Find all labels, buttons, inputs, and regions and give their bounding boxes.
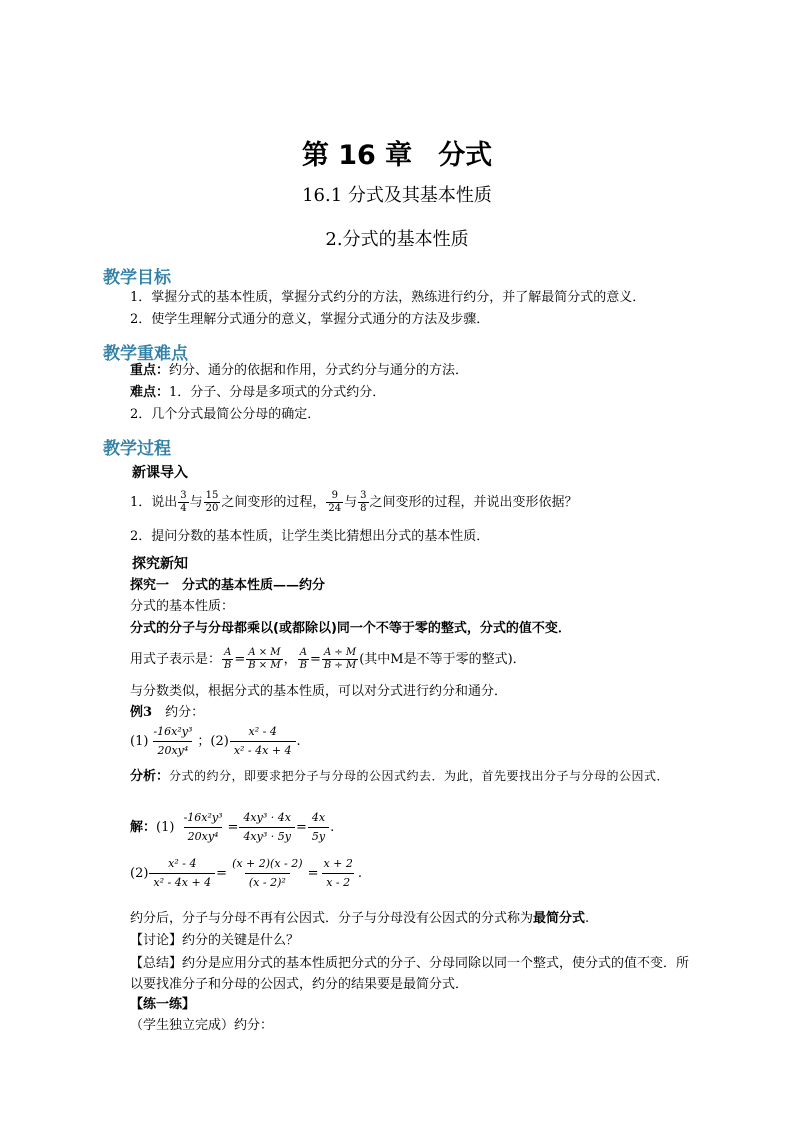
discussion: 【讨论】约分的关键是什么？ — [130, 933, 300, 948]
difficulty-line — [130, 384, 385, 402]
numerator: 9 — [331, 490, 338, 501]
denominator: 5y — [308, 827, 329, 845]
summary: 【总结】约分是应用分式的基本性质把分式的分子、分母同除以同一个整式，使分式的值不变．所以要找准分子和分母的公因式，约分的结果要是最简分式． — [130, 956, 690, 992]
formula-line: 用式子表示是： $\frac{A}{B}$ = $\frac{A \times M}{B \times M}$ ， $\frac{A}{B}$ = $\frac{A \div M}{B \div M}$ (其中M是不等于零的整式)． — [130, 647, 526, 671]
text: 之间变形的过程， — [221, 495, 326, 510]
analysis-label: 分析： — [130, 769, 170, 784]
fraction — [222, 647, 233, 672]
denominator: 20xy⁴ — [153, 741, 192, 759]
example-text: 约分： — [165, 705, 205, 720]
fraction — [204, 490, 221, 515]
fraction — [298, 647, 309, 672]
fraction — [246, 647, 282, 672]
fraction — [180, 810, 227, 845]
practice-heading: 【练一练】 — [130, 997, 196, 1012]
fraction — [149, 856, 215, 891]
fraction — [322, 647, 358, 672]
numerator: A — [299, 647, 307, 658]
fraction — [149, 724, 196, 759]
fraction — [239, 810, 295, 845]
formula-note: (其中M是不等于零的整式)． — [359, 652, 526, 667]
example-heading — [130, 704, 204, 722]
explore-subheading: 探究一 分式的基本性质——约分 — [130, 578, 326, 593]
simplest-definition: 约分后，分子与分母不再有公因式．分子与分母没有公因式的分式称为最简分式. — [130, 911, 590, 926]
formula-label: 用式子表示是： — [130, 652, 222, 667]
numerator: (x + 2)(x - 2) — [232, 857, 303, 870]
numerator: 3 — [360, 490, 367, 501]
denominator: (x - 2)² — [245, 873, 290, 891]
numerator: A ÷ M — [323, 647, 357, 658]
fraction — [230, 724, 296, 759]
numerator: 3 — [180, 490, 187, 501]
denominator: x - 2 — [322, 873, 354, 891]
label: (1) — [130, 734, 149, 749]
text: 1．说出 — [130, 495, 178, 510]
numerator: 4xy³ · 4x — [243, 811, 291, 824]
denominator: 20xy⁴ — [184, 827, 223, 845]
numerator: x² - 4 — [168, 857, 197, 870]
denominator: x² - 4x + 4 — [149, 873, 215, 891]
difficulty-label: 难点： — [130, 385, 170, 400]
denominator: 24 — [328, 503, 342, 514]
numerator: 4x — [311, 811, 326, 824]
solution-1: 解：(1) $\frac{\text{-16x²y³}}{\text{20xy⁴}}$ = $\frac{\text{4xy³ · 4x}}{\text{4xy³ · 5y}}$ = $\frac{4x}{5y}$ . — [130, 811, 335, 843]
definition-text: 约分后，分子与分母不再有公因式．分子与分母没有公因式的分式称为 — [130, 911, 534, 926]
chapter-name: 分式 — [438, 140, 493, 171]
numerator: x + 2 — [323, 857, 353, 870]
focus-text: 约分、通分的依据和作用，分式约分与通分的方法． — [169, 363, 469, 378]
definition-term: 最简分式 — [533, 911, 586, 926]
difficulty-line-2: 2．几个分式最简公分母的确定． — [130, 407, 321, 422]
denominator: 4 — [180, 503, 187, 514]
denominator: B × M — [248, 660, 281, 671]
goal-item: 1．掌握分式的基本性质，掌握分式约分的方法，熟练进行约分，并了解最简分式的意义． — [130, 290, 646, 305]
analysis-text: 分式的约分，即要求把分子与分母的公因式约去．为此，首先要找出分子与分母的公因式． — [169, 769, 670, 783]
numerator: -16x²y³ — [153, 725, 193, 738]
chapter-number: 第 16 章 — [301, 140, 413, 171]
fraction — [178, 490, 188, 515]
lesson-title: 2.分式的基本性质 — [325, 229, 469, 250]
numerator: A — [224, 647, 232, 658]
denominator: B — [299, 660, 307, 671]
denominator: 4xy³ · 5y — [239, 827, 295, 845]
property-statement: 分式的分子与分母都乘以(或都除以)同一个不等于零的整式，分式的值不变． — [130, 621, 571, 636]
numerator: -16x²y³ — [183, 811, 223, 824]
label: (2) — [210, 734, 229, 749]
fraction — [308, 810, 329, 845]
focus-label: 重点： — [130, 363, 170, 378]
analogy-text: 与分数类似，根据分式的基本性质，可以对分式进行约分和通分． — [130, 684, 508, 699]
fraction — [228, 856, 307, 891]
intro-heading: 新课导入 — [132, 465, 188, 481]
goal-item: 2．使学生理解分式通分的意义，掌握分式通分的方法及步骤． — [130, 312, 490, 327]
numerator: 15 — [205, 490, 219, 501]
numerator: A × M — [248, 647, 281, 658]
explore-heading: 探究新知 — [132, 556, 188, 572]
fraction — [319, 856, 356, 891]
fraction — [326, 490, 343, 515]
intro-question-2: 2．提问分数的基本性质，让学生类比猜想出分式的基本性质． — [130, 529, 490, 544]
text: 之间变形的过程，并说出变形依据？ — [369, 495, 578, 510]
solution-2: (2) $\frac{\text{x² - 4}}{\text{x² - 4x + 4}}$ = $\frac{(x + 2)(x - 2)}{\text{(x - 2)²}}$ = $\frac{x + 2}{x - 2}$ . — [130, 857, 363, 889]
example-expressions: (1) $\frac{\text{-16x²y³}}{\text{20xy⁴}}$ ；(2) $\frac{\text{x² - 4}}{\text{x² - 4x + 4}}$ . — [130, 725, 301, 757]
analysis-paragraph — [130, 765, 690, 788]
denominator: 20 — [205, 503, 219, 514]
denominator: B — [224, 660, 232, 671]
text: 与 — [189, 495, 203, 510]
solution-label: 解： — [130, 820, 157, 835]
goals-heading: 教学目标 — [103, 268, 171, 288]
numerator: x² - 4 — [248, 725, 277, 738]
denominator: B ÷ M — [323, 660, 357, 671]
property-label: 分式的基本性质： — [130, 599, 235, 614]
denominator: x² - 4x + 4 — [230, 741, 296, 759]
intro-question-1 — [130, 490, 578, 516]
difficulty-text: 1．分子、分母是多项式的分式约分． — [169, 385, 386, 400]
denominator: 8 — [360, 503, 367, 514]
chapter-title — [0, 133, 794, 172]
label: (1) — [156, 820, 175, 835]
focus-line — [130, 362, 468, 380]
keypoints-heading: 教学重难点 — [103, 344, 188, 364]
fraction — [358, 490, 368, 515]
section-title: 16.1 分式及其基本性质 — [302, 185, 492, 206]
label: (2) — [130, 866, 149, 881]
process-heading: 教学过程 — [103, 439, 171, 459]
text: 与 — [344, 495, 358, 510]
example-label: 例3 — [130, 705, 153, 720]
practice-text: （学生独立完成）约分： — [130, 1018, 274, 1033]
